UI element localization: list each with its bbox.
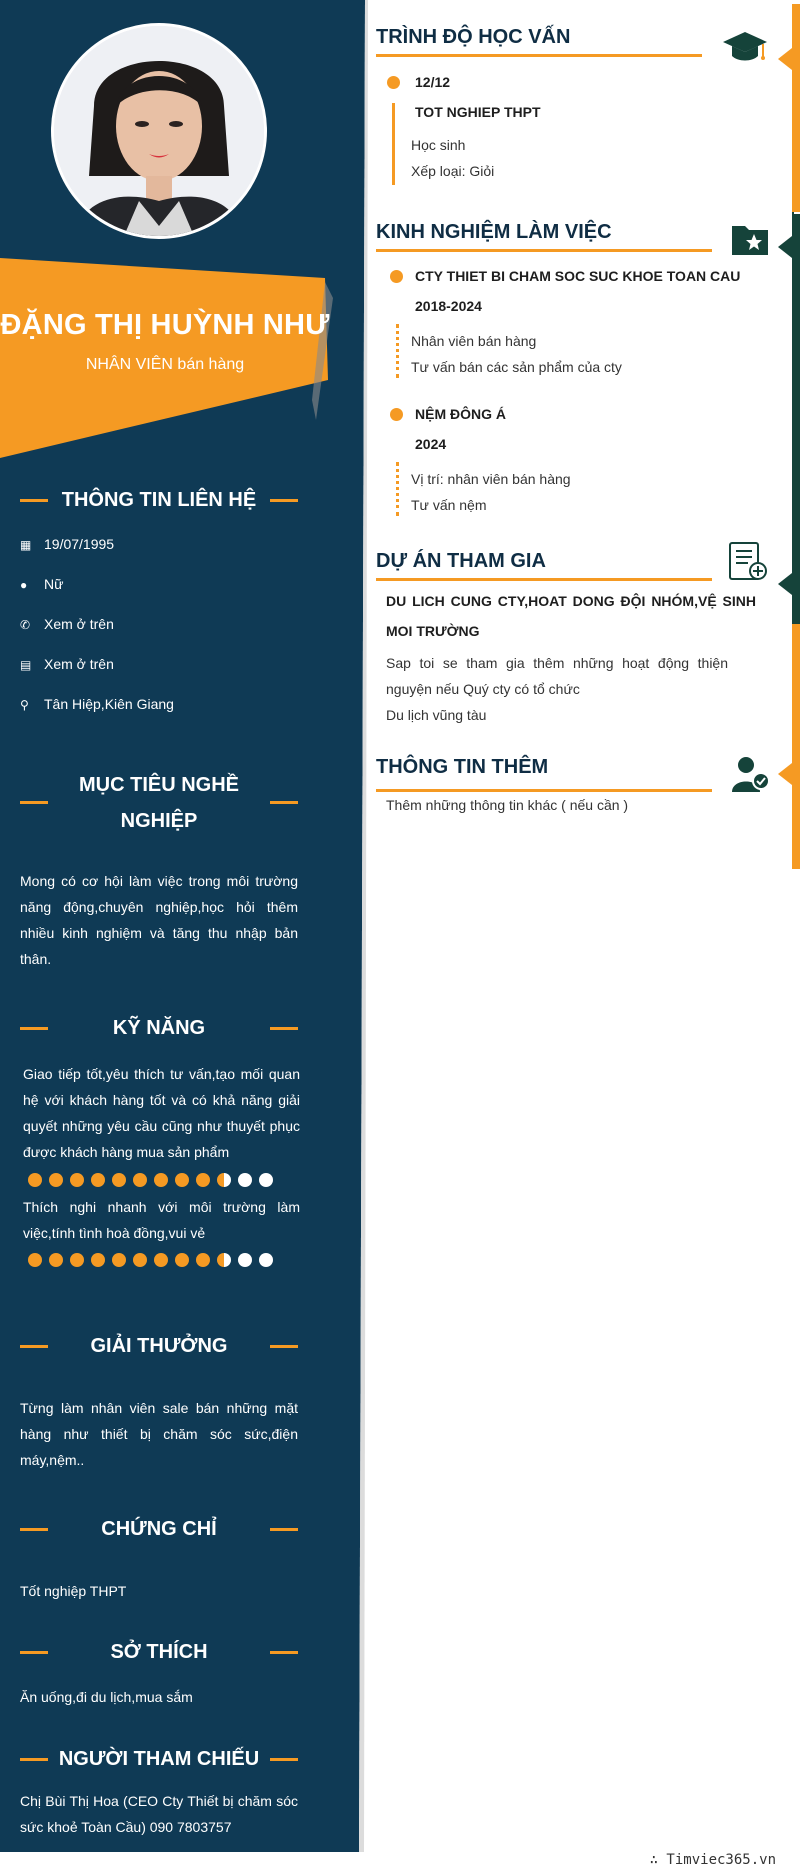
skills-heading: KỸ NĂNG — [20, 1010, 298, 1046]
candidate-name: ĐẶNG THỊ HUỲNH NHƯ — [0, 309, 330, 341]
folder-star-icon — [731, 222, 769, 256]
rating-dot — [196, 1253, 210, 1267]
experience-1-line2: Tư vấn bán các sản phẩm của cty — [411, 359, 622, 375]
rating-dot — [217, 1173, 231, 1187]
rating-dot — [70, 1173, 84, 1187]
experience-2-timeline — [396, 462, 399, 516]
rating-dot — [259, 1173, 273, 1187]
experience-2-company: NỆM ĐÔNG Á — [415, 406, 506, 422]
contact-email: ▤ Xem ở trên — [20, 653, 114, 675]
experience-underline — [376, 249, 712, 252]
projects-underline — [376, 578, 712, 581]
education-role: Học sinh — [411, 137, 466, 153]
rating-dot — [133, 1253, 147, 1267]
rating-dot — [28, 1173, 42, 1187]
references-text: Chị Bùi Thị Hoa (CEO Cty Thiết bị chăm sóc sức khoẻ Toàn Cầu) 090 7803757 — [20, 1793, 298, 1835]
additional-heading: THÔNG TIN THÊM — [376, 756, 549, 778]
skill-item-1-text: Giao tiếp tốt,yêu thích tư vấn,tạo mối quan hệ với khách hàng tốt và có khả năng giải quyết những yêu cầu cũng như thuyết phục được khách hàng mua sản phẩm — [23, 1066, 300, 1160]
rating-dot — [217, 1253, 231, 1267]
certificates-text: Tốt nghiệp THPT — [20, 1583, 127, 1599]
email-icon: ▤ — [20, 658, 32, 672]
awards-text: Từng làm nhân viên sale bán những mặt hàng như thiết bị chăm sóc sức,điện máy,nệm.. — [20, 1400, 298, 1468]
experience-2-bullet — [390, 408, 403, 421]
education-underline — [376, 54, 702, 57]
project-title: DU LICH CUNG CTY,HOAT DONG ĐỘI NHÓM,VỆ SINH MOI TRƯỜNG — [386, 593, 756, 639]
calendar-icon: ▦ — [20, 538, 32, 552]
objective-heading: MỤC TIÊU NGHỀ NGHIỆP — [20, 767, 298, 839]
references-heading: NGƯỜI THAM CHIẾU — [20, 1741, 298, 1777]
experience-1-period: 2018-2024 — [415, 298, 482, 314]
experience-1-company: CTY THIET BI CHAM SOC SUC KHOE TOAN CAU — [415, 268, 741, 284]
footer-brand: ∴ Timviec365.vn — [649, 1852, 776, 1868]
project-line1: Sap toi se tham gia thêm những hoạt động thiện nguyện nếu Quý cty có tổ chức — [386, 655, 728, 697]
contact-heading: THÔNG TIN LIÊN HỆ — [20, 482, 298, 518]
rating-dot — [49, 1253, 63, 1267]
experience-2-period: 2024 — [415, 436, 447, 452]
rating-dot — [49, 1173, 63, 1187]
education-heading: TRÌNH ĐỘ HỌC VẤN — [376, 26, 571, 48]
education-school: TOT NGHIEP THPT — [415, 104, 541, 120]
person-icon: ● — [20, 578, 28, 592]
experience-1-line1: Nhân viên bán hàng — [411, 333, 537, 349]
awards-heading: GIẢI THƯỞNG — [20, 1328, 298, 1364]
education-bullet — [387, 76, 400, 89]
rating-dot — [91, 1173, 105, 1187]
graduation-cap-icon — [722, 30, 768, 66]
project-document-icon — [728, 541, 768, 583]
rating-dot — [175, 1253, 189, 1267]
profile-photo — [51, 23, 267, 239]
contact-phone: ✆ Xem ở trên — [20, 613, 114, 635]
rating-dot — [112, 1253, 126, 1267]
projects-heading: DỰ ÁN THAM GIA — [376, 550, 546, 572]
rating-dot — [175, 1173, 189, 1187]
skill-item-2-text: Thích nghi nhanh với môi trường làm việc,tính tình hoà đồng,vui vẻ — [23, 1199, 300, 1241]
experience-2-line2: Tư vấn nệm — [411, 497, 487, 513]
hobbies-text: Ăn uống,đi du lịch,mua sắm — [20, 1689, 193, 1705]
right-stripe-education — [792, 4, 800, 212]
experience-1-bullet — [390, 270, 403, 283]
objective-text: Mong có cơ hội làm việc trong môi trường năng động,chuyên nghiệp,học hỏi thêm nhiều kinh nghiệm và tăng thu nhập bản thân. — [20, 873, 298, 967]
contact-address: ⚲ Tân Hiệp,Kiên Giang — [20, 693, 174, 715]
education-grade: Xếp loại: Giỏi — [411, 163, 495, 179]
rating-dot — [154, 1253, 168, 1267]
rating-dot — [238, 1173, 252, 1187]
hobbies-heading: SỞ THÍCH — [20, 1634, 298, 1670]
rating-dot — [154, 1173, 168, 1187]
rating-dot — [259, 1253, 273, 1267]
rating-dot — [196, 1173, 210, 1187]
project-line2: Du lịch vũng tàu — [386, 707, 487, 723]
experience-2-line1: Vị trí: nhân viên bán hàng — [411, 471, 571, 487]
education-period: 12/12 — [415, 74, 451, 90]
rating-dot — [70, 1253, 84, 1267]
rating-dot — [112, 1173, 126, 1187]
experience-heading: KINH NGHIỆM LÀM VIỆC — [376, 221, 612, 243]
experience-1-timeline — [396, 324, 399, 378]
phone-icon: ✆ — [20, 618, 31, 632]
rating-dot — [133, 1173, 147, 1187]
right-stripe-additional — [792, 624, 800, 869]
job-title: NHÂN VIÊN bán hàng — [85, 356, 245, 373]
user-check-icon — [730, 756, 770, 794]
location-icon: ⚲ — [20, 698, 29, 712]
rating-dot — [91, 1253, 105, 1267]
right-stripe-experience — [792, 214, 800, 624]
profile-photo-icon — [54, 26, 264, 236]
education-timeline — [392, 103, 395, 185]
additional-text: Thêm những thông tin khác ( nếu cần ) — [386, 797, 629, 813]
certificates-heading: CHỨNG CHỈ — [20, 1511, 298, 1547]
contact-gender: ● Nữ — [20, 573, 63, 595]
rating-dot — [28, 1253, 42, 1267]
rating-dot — [238, 1253, 252, 1267]
contact-birthday: ▦ 19/07/1995 — [20, 533, 114, 555]
